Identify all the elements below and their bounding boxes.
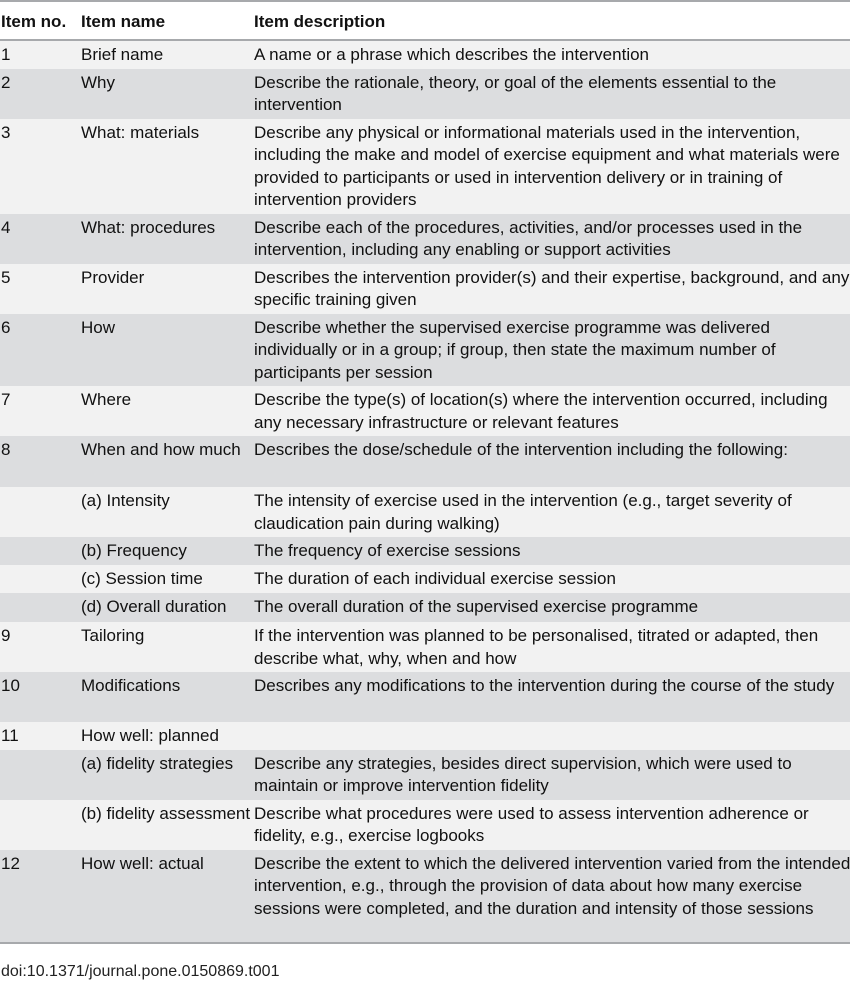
item-name: Where [81,390,132,409]
item-no: 8 [1,440,11,459]
item-description: Describe the type(s) of location(s) where the intervention occurred, including any necessary infrastructure or relevant features [254,390,828,432]
table-row [0,214,850,264]
table-row [0,565,850,593]
item-name: Modifications [81,676,181,695]
item-no: 4 [1,217,11,237]
table-header-row [0,1,850,40]
table-row [0,750,850,800]
item-description: The frequency of exercise sessions [254,541,521,560]
item-description: Describe any strategies, besides direct supervision, which were used to maintain or improve intervention fidelity [254,753,792,795]
item-no: 1 [1,45,11,64]
item-name: (a) Intensity [81,491,170,510]
header-item-no: Item no. [1,12,67,31]
item-name: How well: planned [81,726,219,745]
item-name: How [81,317,116,337]
item-no [0,593,81,622]
item-description: The duration of each individual exercise session [254,569,616,588]
item-description: A name or a phrase which describes the intervention [254,45,650,64]
item-no: 5 [1,267,11,287]
item-no: 10 [1,676,20,695]
table-row [0,314,850,387]
item-no [0,487,81,537]
table-row [0,487,850,537]
item-name: Why [81,72,115,92]
item-description: Describe whether the supervised exercise programme was delivered individually or in a group; if group, then state the maximum number of participants per session [254,317,776,382]
item-name: What: materials [81,122,200,142]
item-no: 12 [1,853,20,873]
table-row [0,40,850,69]
table-row [0,593,850,622]
item-no [0,537,81,565]
item-name: (b) fidelity assessment [81,803,251,823]
item-no: 6 [1,317,11,337]
table-row [0,69,850,119]
item-description: If the intervention was planned to be personalised, titrated or adapted, then describe what, why, when and how [254,626,819,668]
item-name: When and how much [81,440,241,459]
header-item-name: Item name [81,12,166,31]
item-no: 9 [1,626,11,645]
item-no: 2 [1,72,11,92]
table-row [0,264,850,314]
item-description: Describe the extent to which the delivered intervention varied from the intended intervention, e.g., through the provision of data about how many exercise sessions were completed, and the duration and intensity of those sessions [254,853,850,918]
item-name: Provider [81,267,145,287]
table-row [0,537,850,565]
item-description: Describe any physical or informational materials used in the intervention, including the make and model of exercise equipment and what materials were provided to participants or used in intervention delivery or in training of intervention providers [254,122,840,209]
item-description: Describes any modifications to the intervention during the course of the study [254,676,835,695]
item-name: How well: actual [81,853,204,873]
table-row [0,386,850,436]
item-name: Tailoring [81,626,145,645]
item-description: The overall duration of the supervised exercise programme [254,597,699,616]
item-name: (a) fidelity strategies [81,753,234,773]
item-no: 3 [1,122,11,142]
item-no [0,750,81,800]
table-row [0,119,850,214]
table-row [0,622,850,672]
table-row [0,436,850,487]
item-description: Describe each of the procedures, activities, and/or processes used in the intervention, including any enabling or support activities [254,217,803,259]
item-description: Describe the rationale, theory, or goal of the elements essential to the intervention [254,72,777,114]
table-row [0,722,850,750]
item-description: Describe what procedures were used to assess intervention adherence or fidelity, e.g., exercise logbooks [254,803,809,845]
item-name: (c) Session time [81,569,203,588]
table-row [0,850,850,943]
item-name: (b) Frequency [81,541,187,560]
item-no [0,565,81,593]
item-description [254,722,850,750]
item-no: 7 [1,390,11,409]
header-item-description: Item description [254,12,386,31]
item-no [0,800,81,850]
item-name: What: procedures [81,217,216,237]
item-no: 11 [1,726,19,745]
table-row [0,800,850,850]
item-name: (d) Overall duration [81,597,227,616]
item-description: Describes the intervention provider(s) and their expertise, background, and any specific training given [254,267,850,309]
item-description: The intensity of exercise used in the intervention (e.g., target severity of claudication pain during walking) [254,491,792,533]
item-name: Brief name [81,45,164,64]
item-description: Describes the dose/schedule of the intervention including the following: [254,440,788,459]
doi-caption: doi:10.1371/journal.pone.0150869.t001 [1,963,280,980]
table-row [0,672,850,722]
